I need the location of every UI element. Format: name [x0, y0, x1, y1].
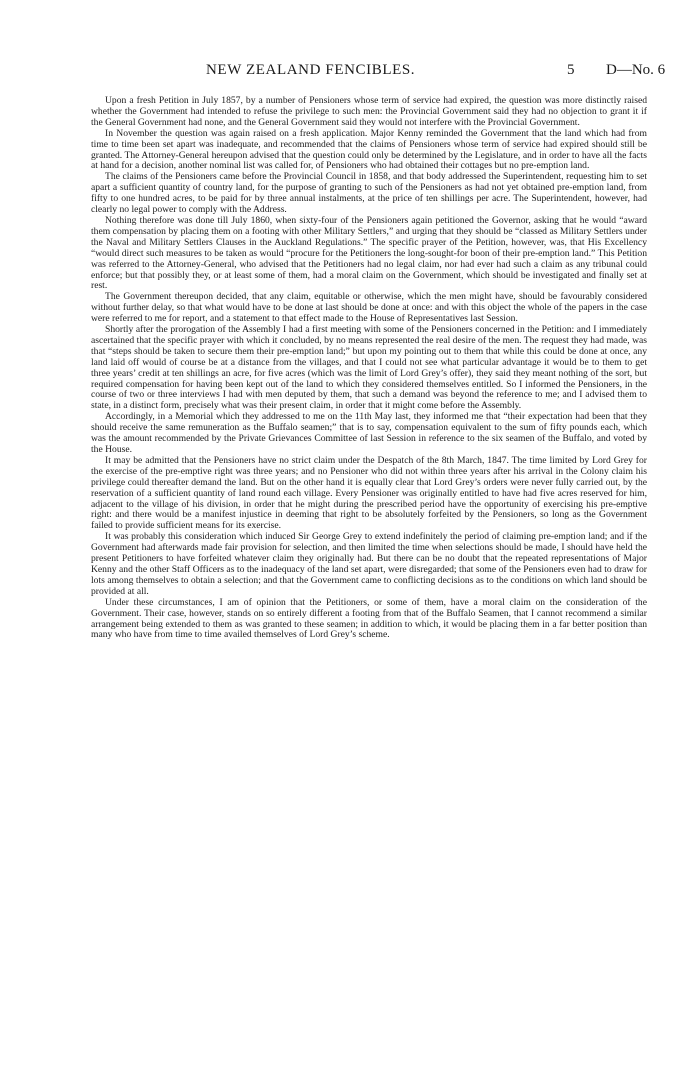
paragraph-3: The claims of the Pensioners came before the Provincial Council in 1858, and that body addressed the Superintendent, requesting him to set apart a sufficient quantity of country land, for the purpose of granting to such of the Pensioners as had not yet obtained pre-emption land, from fifty to one hundred acres, to be paid for by three annual instalments, at the price of ten shillings per acre. The Superintendent, however, had clearly no legal power to comply with the Address. — [91, 171, 647, 216]
paragraph-6: Shortly after the prorogation of the Assembly I had a first meeting with some of the Pensioners concerned in the Petition: and I immediately ascertained that the specific prayer with which it concluded, by no means represented the real desire of the men. The request they had made, was that “steps should be taken to secure them their pre-emption land;” but upon my pointing out to them that while this could be done at once, any land laid off would of course be at a distance from the villages, and that I could not see what particular advantage it would be to them to get three years’ credit at ten shillings an acre, for five acres (which was the limit of Lord Grey’s offer), they said they meant nothing of the sort, but required compensation for having been kept out of the land to which they considered themselves entitled. So I informed the Pensioners, in the course of two or three interviews I had with men deputed by them, that such a demand was beyond the reference to me; and I advised them to state, in a distinct form, precisely what was their present claim, in order that it might come before the Assembly. — [91, 324, 647, 412]
paragraph-1: Upon a fresh Petition in July 1857, by a number of Pensioners whose term of service had expired, the question was more distinctly raised whether the Government had intended to refuse the privilege to such men: the Provincial Government said they had no objection to grant it if the General Government had none, and the General Government said they would not interfere with the Provincial Government. — [91, 96, 647, 128]
paragraph-2: In November the question was again raised on a fresh application. Major Kenny reminded the Government that the land which had from time to time been set apart was inadequate, and recommended that the claims of Pensioners whose term of service had expired should still be granted. The Attorney-General hereupon advised that the question could only be determined by the Legislature, and in order to have all the facts at hand for a decision, another nominal list was called for, of Pensioners who had obtained their cottages but no pre-emption land. — [91, 127, 647, 172]
document-reference: D—No. 6 — [606, 62, 666, 78]
paragraph-10: Under these circumstances, I am of opinion that the Petitioners, or some of them, have a moral claim on the consideration of the Government. Their case, however, stands on so entirely different a footing from that of the Buffalo Seamen, that I cannot recommend a similar arrangement being extended to them as was granted to these seamen; in addition to which, it would be placing them in a far better position than many who have from time to time availed themselves of Lord Grey’s scheme. — [91, 596, 647, 641]
page-number: 5 — [567, 62, 575, 78]
paragraph-4: Nothing therefore was done till July 1860, when sixty-four of the Pensioners again petitioned the Governor, asking that he would “award them compensation by placing them on a footing with other Military Settlers,” and urging that they should be “classed as Military Settlers under the Naval and Military Settlers Clauses in the Auckland Regulations.” The specific prayer of the Petition, however, was, that His Excellency “would direct such measures to be taken as would “procure for the Petitioners the long-sought-for boon of their pre-emption land.” This Petition was referred to the Attorney-General, who advised that the Petitioners had no legal claim, nor had ever had such a claim as any tribunal could enforce; but that possibly they, or at least some of them, had a moral claim on the Government, which should be investigated and finally set at rest. — [91, 214, 647, 292]
paragraph-7: Accordingly, in a Memorial which they addressed to me on the 11th May last, they informed me that “their expectation had been that they should receive the same remuneration as the Buffalo seamen;” that is to say, compensation equivalent to the sum of fifty pounds each, which was the amount recommended by the Private Grievances Committee of last Session in reference to the six seamen of the Buffalo, and voted by the House. — [91, 411, 647, 455]
paragraph-8: It may be admitted that the Pensioners have no strict claim under the Despatch of the 8th March, 1847. The time limited by Lord Grey for the exercise of the pre-emptive right was three years; and no Pensioner who did not within three years after his arrival in the Colony claim his privilege could thereafter demand the land. But on the other hand it is equally clear that Lord Grey’s orders were never fully carried out, by the reservation of a sufficient quantity of land round each village. Every Pensioner was originally entitled to have had five acres reserved for him, adjacent to the village of his division, in order that he might during the prescribed period have the opportunity of exercising his pre-emptive right: and there would be a manifest injustice in deeming that right to be absolutely forfeited by the Pensioners, so long as the Government failed to provide sufficient means for its exercise. — [91, 454, 647, 532]
paragraph-5: The Government thereupon decided, that any claim, equitable or otherwise, which the men might have, should be favourably considered without further delay, so that what would have to be done at last should be done at once: and with this object the whole of the papers in the case were referred to me for report, and a statement to that effect made to the House of Representatives last Session. — [91, 291, 647, 325]
body-text — [91, 96, 647, 1056]
running-title: NEW ZEALAND FENCIBLES. — [206, 62, 416, 78]
page-header — [0, 62, 700, 82]
paragraph-9: It was probably this consideration which induced Sir George Grey to extend indefinitely the period of claiming pre-emption land; and if the Government had afterwards made fair provision for selection, and then limited the time when selections should be made, I should have held the present Petitioners to have forfeited whatever claim they originally had. But there can be no doubt that the repeated representations of Major Kenny and the other Staff Officers as to the inadequacy of the land set apart, were disregarded; that some of the Pensioners even had to draw for lots among themselves to obtain a selection; and that the Government came to conflicting decisions as to the conditions on which land should be provided at all. — [91, 531, 647, 597]
